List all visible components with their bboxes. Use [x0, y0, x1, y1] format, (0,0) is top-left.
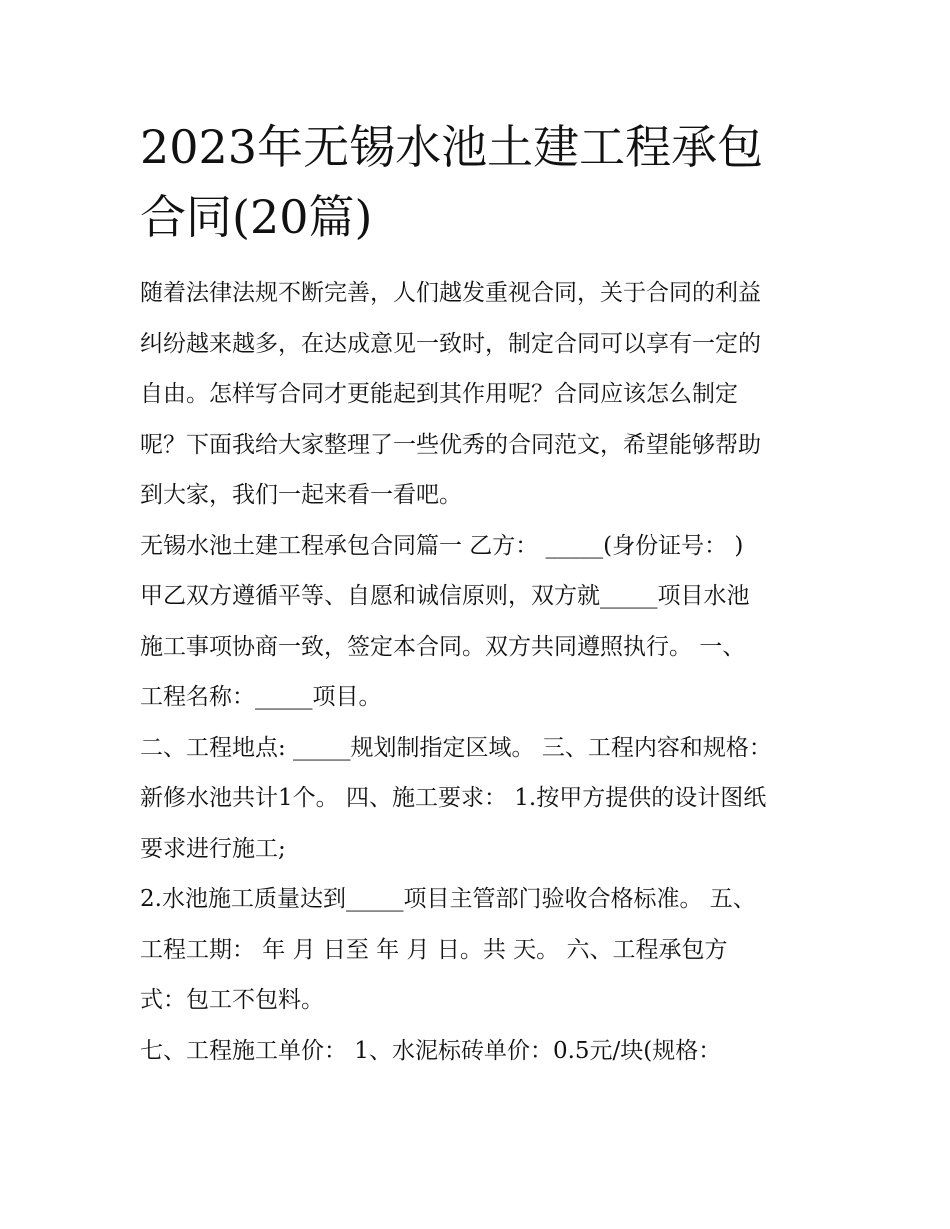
body-line: 自由。怎样写合同才更能起到其作用呢？合同应该怎么制定 — [140, 381, 738, 407]
body-line: 新修水池共计1个。 四、施工要求： 1.按甲方提供的设计图纸 — [140, 785, 767, 811]
body-line: 式：包工不包料。 — [140, 987, 324, 1013]
body-line: 呢？下面我给大家整理了一些优秀的合同范文，希望能够帮助 — [140, 431, 761, 458]
body-line: 施工事项协商一致，签定本合同。双方共同遵照执行。 一、 — [140, 633, 746, 660]
body-line: 七、工程施工单价： 1、水泥标砖单价：0.5元/块(规格： — [140, 1037, 722, 1064]
body-line: 纠纷越来越多，在达成意见一致时，制定合同可以享有一定的 — [140, 330, 761, 357]
body-line: 工程名称：_____项目。 — [140, 684, 382, 710]
body-line: 二、工程地点: _____规划制指定区域。 三、工程内容和规格： — [140, 734, 772, 761]
body-line: 甲乙双方遵循平等、自愿和诚信原则，双方就_____项目水池 — [140, 583, 750, 609]
body-line: 无锡水池土建工程承包合同篇一 乙方： _____(身份证号： ) — [140, 532, 744, 559]
body-line: 到大家，我们一起来看一看吧。 — [140, 482, 462, 508]
title-line-1: 2023年无锡水池土建工程承包 — [140, 120, 764, 174]
document-body — [140, 268, 830, 1076]
body-line: 工程工期： 年 月 日至 年 月 日。共 天。 六、工程承包方 — [140, 936, 728, 963]
title-line-2: 合同(20篇) — [140, 190, 373, 244]
body-line: 随着法律法规不断完善，人们越发重视合同，关于合同的利益 — [140, 280, 761, 306]
body-line: 要求进行施工; — [140, 835, 286, 862]
document-page — [140, 112, 830, 1076]
body-line: 2.水池施工质量达到_____项目主管部门验收合格标准。 五、 — [140, 886, 756, 912]
document-title — [140, 112, 830, 252]
